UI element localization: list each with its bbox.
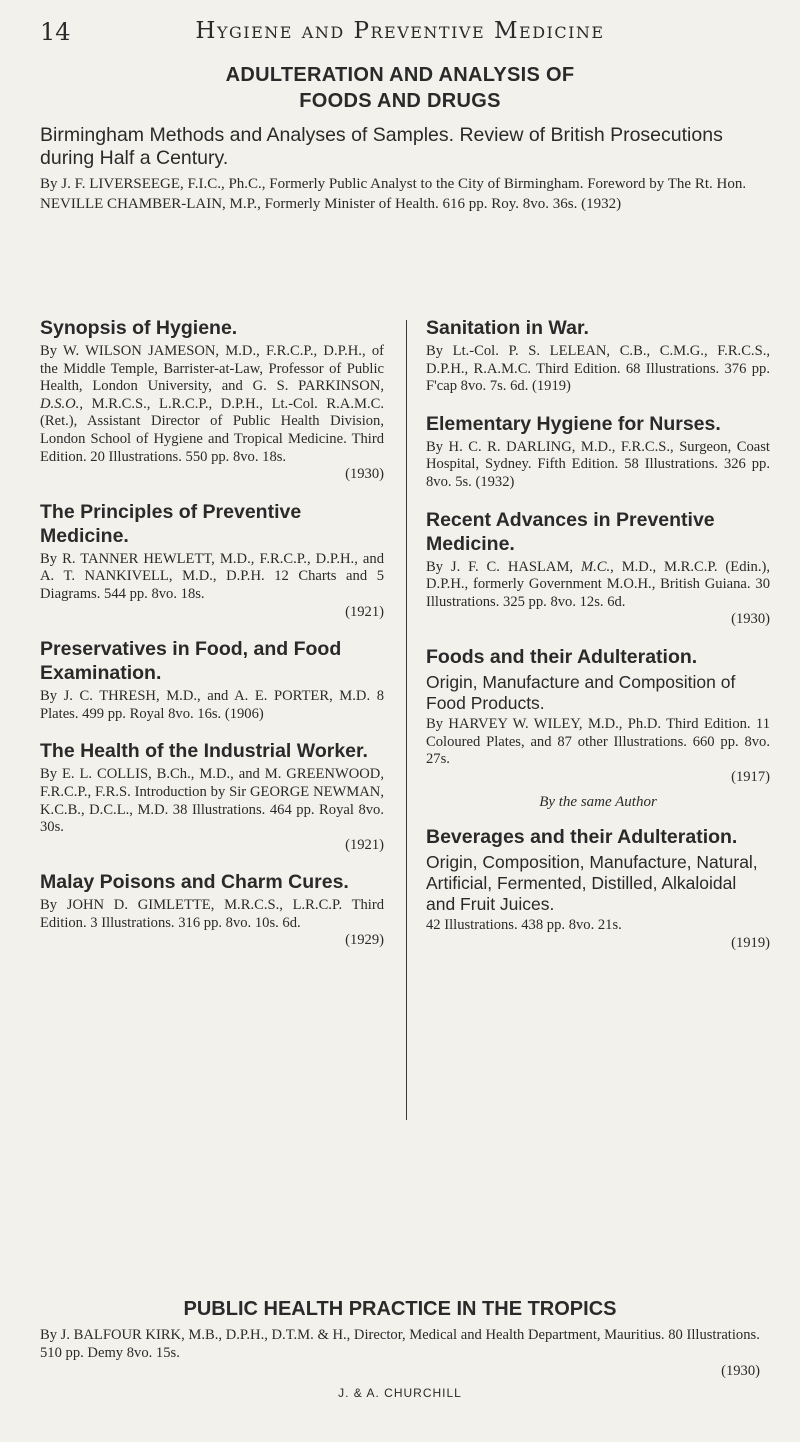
book-subtitle: Origin, Manufacture and Composition of Food Products. — [426, 671, 736, 713]
featured-title-line-1: ADULTERATION AND ANALYSIS OF — [225, 64, 575, 86]
book-title: Malay Poisons and Charm Cures. — [40, 871, 349, 894]
book-subtitle: Origin, Composition, Manufacture, Natural, Artificial, Fermented, Distilled, Alkaloidal and Fruit Juices. — [426, 852, 758, 915]
bottom-description-text: By J. BALFOUR KIRK, M.B., D.P.H., D.T.M. & H., Director, Medical and Health Department, Mauritius. 80 Illustrations. 510 pp. Demy 8vo. 15s. — [40, 1327, 760, 1361]
book-year: (1921) — [345, 603, 384, 620]
book-description-text: By JOHN D. GIMLETTE, M.R.C.S., L.R.C.P. Third Edition. 3 Illustrations. 316 pp. 8vo. 10s. 6d. — [40, 897, 384, 931]
book-title: Foods and their Adulteration. — [426, 645, 698, 668]
book-entry-malay-poisons — [40, 870, 384, 950]
book-year: (1930) — [345, 466, 384, 483]
bottom-featured-book — [40, 1296, 760, 1412]
book-title: Synopsis of Hygiene. — [40, 317, 238, 339]
book-title: The Health of the Industrial Worker. — [40, 740, 368, 763]
book-entry-foods-adulteration — [426, 645, 770, 786]
featured-description: By J. F. LIVERSEEGE, F.I.C., Ph.C., Formerly Public Analyst to the City of Birmingham. Foreword by The Rt. Hon. NEVILLE CHAMBER-LAIN, M.P., Formerly Minister of Health. 616 pp. Roy. 8vo. 36s. (1932) — [40, 176, 747, 212]
book-description: By Lt.-Col. P. S. LELEAN, C.B., C.M.G., F.R.C.S., D.P.H., R.A.M.C. Third Edition. 68 Illustrations. 376 pp. F'cap 8vo. 7s. 6d. (1919) — [426, 343, 770, 395]
book-entry-health-industrial-worker — [40, 739, 384, 854]
column-divider — [406, 320, 407, 1120]
book-entry-sanitation-in-war — [426, 316, 770, 396]
catalogue-columns — [40, 316, 771, 1036]
book-description-part-1: By W. WILSON JAMESON, M.D., F.R.C.P., D.P.H., of the Middle Temple, Barrister-at-Law, Professor of Public Health, London University, and G. S. PARKINSON, — [40, 343, 384, 395]
book-title: Preservatives in Food, and Food Examination. — [40, 638, 342, 685]
book-description-italic: M.C., — [580, 558, 614, 575]
same-author-note: By the same Author — [539, 794, 657, 811]
book-description: By J. C. THRESH, M.D., and A. E. PORTER, M.D. 8 Plates. 499 pp. Royal 8vo. 16s. (1906) — [40, 688, 384, 722]
book-description — [40, 766, 384, 854]
featured-book — [40, 62, 760, 214]
right-column — [426, 316, 770, 969]
page-number: 14 — [40, 18, 71, 46]
publisher-name: J. & A. CHURCHILL — [338, 1386, 462, 1400]
book-title: Beverages and their Adulteration. — [426, 826, 738, 849]
book-description — [426, 559, 770, 629]
left-column — [40, 316, 384, 966]
book-year: (1921) — [345, 836, 384, 853]
book-description-text: 42 Illustrations. 438 pp. 8vo. 21s. — [426, 917, 622, 934]
bottom-description — [40, 1326, 760, 1380]
book-title: Elementary Hygiene for Nurses. — [426, 412, 721, 435]
book-year: (1919) — [731, 934, 770, 951]
book-description — [40, 551, 384, 621]
book-entry-principles-preventive-medicine — [40, 500, 384, 621]
bottom-title: PUBLIC HEALTH PRACTICE IN THE TROPICS — [183, 1298, 617, 1320]
featured-title-line-2: FOODS AND DRUGS — [299, 90, 501, 112]
book-year: (1917) — [731, 768, 770, 785]
book-description-italic: D.S.O., — [40, 395, 83, 412]
page-header — [40, 18, 760, 48]
book-description-text: By E. L. COLLIS, B.Ch., M.D., and M. GREENWOOD, F.R.C.P., F.R.S. Introduction by Sir GEORGE NEWMAN, K.C.B., D.C.L., M.D. 38 Illustrations. 464 pp. Royal 8vo. 30s. — [40, 766, 384, 836]
book-entry-beverages-adulteration — [426, 825, 770, 952]
book-description-part-1: By J. F. C. HASLAM, — [426, 558, 574, 575]
book-title: The Principles of Preventive Medicine. — [40, 500, 302, 547]
book-entry-synopsis-of-hygiene — [40, 316, 384, 484]
book-year: (1930) — [721, 1363, 760, 1379]
book-entry-preservatives-in-food — [40, 637, 384, 723]
running-head: Hygiene and Preventive Medicine — [195, 18, 605, 44]
book-description: By H. C. R. DARLING, M.D., F.R.C.S., Surgeon, Coast Hospital, Sydney. Fifth Edition. 58 Illustrations. 326 pp. 8vo. 5s. (1932) — [426, 438, 770, 490]
book-year: (1929) — [345, 932, 384, 949]
book-description-text: By HARVEY W. WILEY, M.D., Ph.D. Third Edition. 11 Coloured Plates, and 87 other Illustrations. 660 pp. 8vo. 27s. — [426, 715, 770, 768]
book-description — [426, 716, 770, 786]
book-description-text: By R. TANNER HEWLETT, M.D., F.R.C.P., D.P.H., and A. T. NANKIVELL, M.D., D.P.H. 12 Charts and 5 Diagrams. 544 pp. 8vo. 18s. — [40, 550, 384, 602]
book-title: Sanitation in War. — [426, 317, 589, 339]
book-entry-elementary-hygiene-nurses — [426, 412, 770, 492]
book-year: (1930) — [731, 611, 770, 628]
book-entry-recent-advances-preventive — [426, 508, 770, 629]
book-description-part-2: M.D., M.R.C.P. (Edin.), D.P.H., formerly Government M.O.H., British Guiana. 30 Illustrations. 325 pp. 8vo. 12s. 6d. — [426, 558, 771, 610]
featured-subtitle: Birmingham Methods and Analyses of Samples. Review of British Prosecutions during Half a Century. — [40, 124, 723, 169]
book-description — [426, 917, 770, 952]
book-description — [40, 897, 384, 950]
book-description-part-2: M.R.C.S., L.R.C.P., D.P.H., Lt.-Col. R.A.M.C. (Ret.), Assistant Director of Public Health Division, London School of Hygiene and Tropical Medicine. Third Edition. 20 Illustrations. 550 pp. 8vo. 18s. — [40, 395, 384, 465]
book-title: Recent Advances in Preventive Medicine. — [426, 508, 715, 555]
book-description — [40, 343, 384, 484]
